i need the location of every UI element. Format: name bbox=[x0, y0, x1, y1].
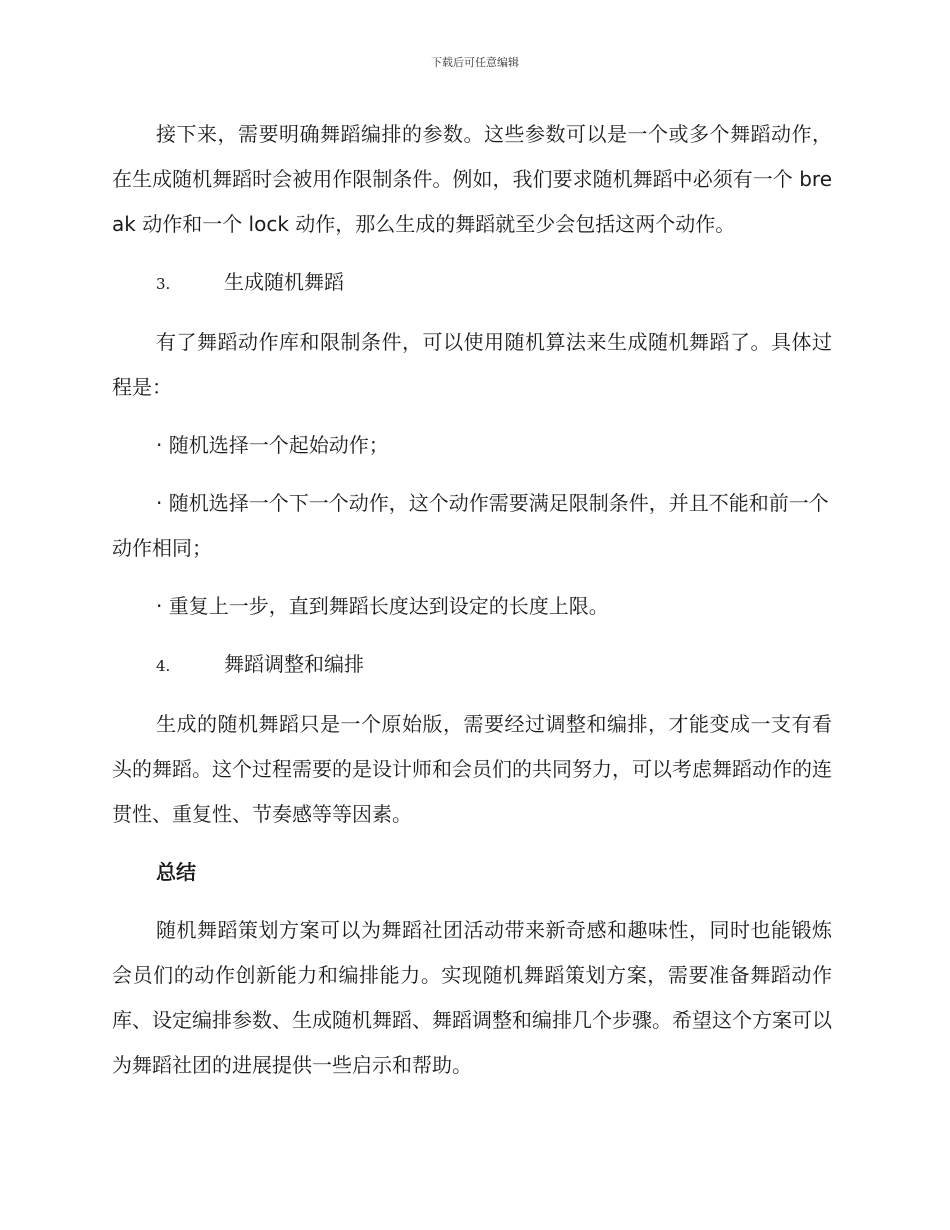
step-4-title: 舞蹈调整和编排 bbox=[224, 652, 364, 676]
step-3-heading bbox=[112, 260, 832, 307]
paragraph-generate: 有了舞蹈动作库和限制条件，可以使用随机算法来生成随机舞蹈了。具体过程是： bbox=[112, 330, 832, 399]
document-body bbox=[112, 112, 832, 1101]
bullet-item-3: · 重复上一步，直到舞蹈长度达到设定的长度上限。 bbox=[156, 594, 609, 618]
step-3-title: 生成随机舞蹈 bbox=[224, 270, 344, 294]
step-4-heading bbox=[112, 642, 832, 689]
step-4-number: 4. bbox=[156, 657, 171, 675]
bullet-item-1: · 随机选择一个起始动作； bbox=[156, 433, 389, 457]
page-header-note: 下载后可任意编辑 bbox=[431, 56, 519, 69]
step-3-number: 3. bbox=[156, 275, 171, 293]
paragraph-summary: 随机舞蹈策划方案可以为舞蹈社团活动带来新奇感和趣味性，同时也能锻炼会员们的动作创新能力和编排能力。实现随机舞蹈策划方案，需要准备舞蹈动作库、设定编排参数、生成随机舞蹈、舞蹈调整和编排几个步骤。希望这个方案可以为舞蹈社团的进展提供一些启示和帮助。 bbox=[112, 918, 832, 1077]
bullet-item-2: · 随机选择一个下一个动作，这个动作需要满足限制条件，并且不能和前一个动作相同； bbox=[112, 491, 829, 560]
paragraph-adjust: 生成的随机舞蹈只是一个原始版，需要经过调整和编排，才能变成一支有看头的舞蹈。这个过程需要的是设计师和会员们的共同努力，可以考虑舞蹈动作的连贯性、重复性、节奏感等等因素。 bbox=[112, 712, 832, 826]
summary-heading: 总结 bbox=[156, 860, 196, 884]
paragraph-parameters: 接下来，需要明确舞蹈编排的参数。这些参数可以是一个或多个舞蹈动作，在生成随机舞蹈时会被用作限制条件。例如，我们要求随机舞蹈中必须有一个 break 动作和一个 lock 动作，那么生成的舞蹈就至少会包括这两个动作。 bbox=[112, 122, 832, 236]
